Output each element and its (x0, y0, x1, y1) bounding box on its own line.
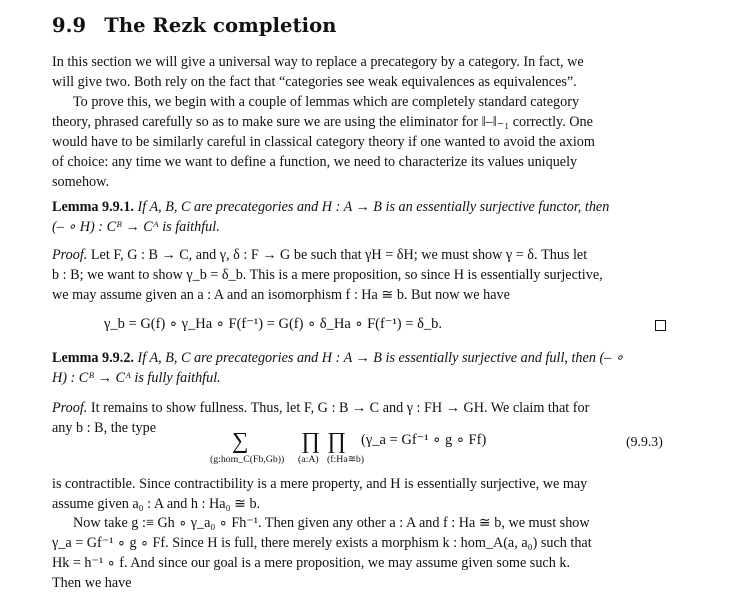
text-line: of choice: any time we want to define a function, we need to characterize its values uniquely (52, 154, 578, 170)
pi-symbol: ∏ (327, 428, 346, 453)
intro-paragraph (52, 52, 672, 92)
proof-label: Proof. (52, 400, 88, 416)
text-line: In this section we will give a universal way to replace a precategory by a category. In fact, we (52, 54, 584, 70)
text-line: Now take g :≡ Gh ∘ γ_a₀ ∘ Fh⁻¹. Then given any other a : A and f : Ha ≅ b, we must show (73, 515, 590, 531)
sum-body: (γ_a = Gf⁻¹ ∘ g ∘ Ff) (361, 432, 487, 448)
text-line: Let F, G : B → C, and γ, δ : F → G be such that γH = δH; we must show γ = δ. Thus let (90, 247, 588, 263)
text-line: will give two. Both rely on the fact that “categories see weak equivalences as equivalences”. (52, 74, 577, 90)
product-subscript: (a:A) (298, 454, 319, 465)
proof-2-continued (52, 474, 672, 514)
product-subscript: (f:Ha≅b) (327, 454, 365, 465)
text-line: To prove this, we begin with a couple of lemmas which are completely standard category (73, 94, 580, 110)
equation-number: (9.9.3) (626, 434, 663, 449)
lemma-9-9-1 (52, 197, 672, 237)
paragraph-2 (52, 92, 672, 192)
text-line: any b : B, the type (52, 420, 157, 436)
proof-1 (52, 245, 672, 305)
text-line: It remains to show fullness. Thus, let F, G : B → C and γ : FH → GH. We claim that for (90, 400, 590, 416)
text-line: γ_a = Gf⁻¹ ∘ g ∘ Ff. Since H is full, there merely exists a morphism k : hom_A(a, a₀) such that (52, 535, 592, 551)
lemma-statement: If A, B, C are precategories and H : A → B is an essentially surjective functor, then (137, 199, 610, 215)
text-line: is contractible. Since contractibility is a mere property, and H is essentially surjective, we may (52, 476, 588, 492)
sigma-symbol: ∑ (232, 428, 249, 453)
sum-subscript: (g:hom_C(Fb,Gb)) (210, 454, 285, 465)
text-line: Hk = h⁻¹ ∘ f. And since our goal is a mere proposition, we may assume given some such k. (52, 555, 571, 571)
text-line: assume given a₀ : A and h : Ha₀ ≅ b. (52, 496, 261, 512)
section-heading (52, 14, 337, 37)
text-line: we may assume given an a : A and an isomorphism f : Ha ≅ b. But now we have (52, 287, 510, 303)
lemma-9-9-2 (52, 348, 672, 388)
lemma-label: Lemma 9.9.2. (52, 350, 134, 366)
lemma-statement: (– ∘ H) : Cᴮ → Cᴬ is faithful. (52, 219, 220, 235)
lemma-label: Lemma 9.9.1. (52, 199, 134, 215)
text-line: would have to be similarly careful in classical category theory if one wanted to avoid the axiom (52, 134, 595, 150)
display-equation: γ_b = G(f) ∘ γ_Ha ∘ F(f⁻¹) = G(f) ∘ δ_Ha ∘ F(f⁻¹) = δ_b. (104, 316, 443, 332)
qed-symbol (655, 320, 666, 331)
section-title: The Rezk completion (104, 14, 337, 37)
lemma-statement: H) : Cᴮ → Cᴬ is fully faithful. (52, 370, 221, 386)
pi-symbol: ∏ (301, 428, 320, 453)
text-line: theory, phrased carefully so as to make sure we are using the eliminator for ‖–‖₋₁ correctly. One (52, 114, 593, 130)
lemma-statement: If A, B, C are precategories and H : A → B is essentially surjective and full, then (– ∘ (137, 350, 624, 366)
section-number: 9.9 (52, 14, 87, 37)
text-line: somehow. (52, 174, 110, 190)
final-paragraph (52, 513, 672, 593)
proof-label: Proof. (52, 247, 88, 263)
text-line: b : B; we want to show γ_b = δ_b. This is a mere proposition, so since H is essentially surjective, (52, 267, 603, 283)
text-line: Then we have (52, 575, 132, 591)
